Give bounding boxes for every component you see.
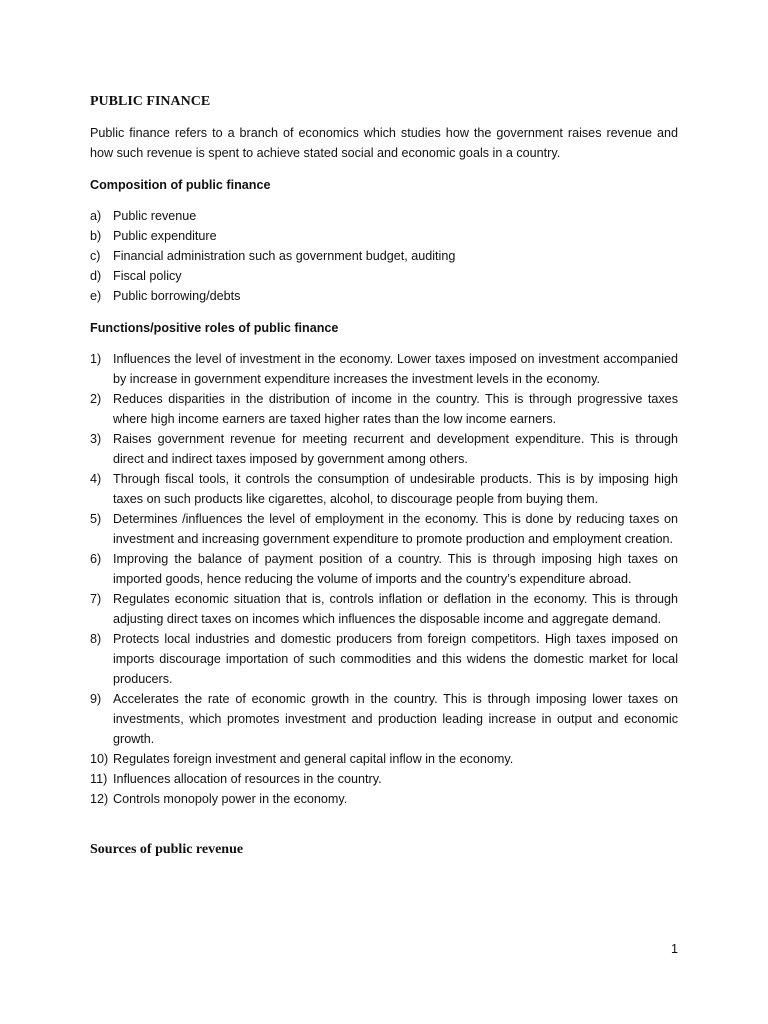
- functions-list: [90, 349, 678, 809]
- list-item-text: Regulates foreign investment and general capital inflow in the economy.: [113, 752, 514, 766]
- list-item-text: Protects local industries and domestic producers from foreign competitors. High taxes imposed on imports discourage importation of such commodities and this widens the domestic market for local producers.: [113, 632, 678, 686]
- list-item: [90, 549, 678, 589]
- list-item-text: Fiscal policy: [113, 269, 182, 283]
- list-marker: 11): [90, 772, 108, 786]
- list-marker: d): [90, 269, 102, 283]
- page-title: PUBLIC FINANCE: [90, 94, 211, 109]
- list-item-text: Public revenue: [113, 209, 197, 223]
- list-marker: 9): [90, 692, 102, 706]
- list-item: [90, 689, 678, 749]
- list-item-text: Regulates economic situation that is, controls inflation or deflation in the economy. This is through adjusting direct taxes on incomes which influences the disposable income and aggregate demand.: [113, 592, 678, 626]
- list-item: [90, 349, 678, 389]
- list-marker: 3): [90, 432, 102, 446]
- list-item: [90, 286, 678, 306]
- list-item-text: Through fiscal tools, it controls the consumption of undesirable products. This is by imposing high taxes on such products like cigarettes, alcohol, to discourage people from buying them.: [113, 472, 678, 506]
- list-item-text: Determines /influences the level of employment in the economy. This is done by reducing taxes on investment and increasing government expenditure to promote production and employment creation.: [113, 512, 678, 546]
- list-item: [90, 206, 678, 226]
- list-marker: 6): [90, 552, 102, 566]
- list-item-text: Influences allocation of resources in the country.: [113, 772, 382, 786]
- composition-list: [90, 206, 678, 306]
- functions-heading: Functions/positive roles of public finance: [90, 321, 339, 335]
- list-item: [90, 429, 678, 469]
- list-item: [90, 226, 678, 246]
- list-marker: 5): [90, 512, 102, 526]
- list-item: [90, 266, 678, 286]
- list-item-text: Raises government revenue for meeting recurrent and development expenditure. This is through direct and indirect taxes imposed by government among others.: [113, 432, 678, 466]
- list-item: [90, 389, 678, 429]
- list-marker: 7): [90, 592, 102, 606]
- list-item-text: Public expenditure: [113, 229, 217, 243]
- list-item-text: Influences the level of investment in the economy. Lower taxes imposed on investment accompanied by increase in government expenditure increases the investment levels in the economy.: [113, 352, 678, 386]
- list-item-text: Improving the balance of payment position of a country. This is through imposing high taxes on imported goods, hence reducing the volume of imports and the country’s expenditure abroad.: [113, 552, 678, 586]
- list-item: [90, 509, 678, 549]
- list-item-text: Financial administration such as government budget, auditing: [113, 249, 456, 263]
- list-item-text: Controls monopoly power in the economy.: [113, 792, 348, 806]
- list-item-text: Accelerates the rate of economic growth in the country. This is through imposing lower taxes on investments, which promotes investment and production leading increase in output and economic growth.: [113, 692, 678, 746]
- list-item: [90, 749, 678, 769]
- list-item: [90, 789, 678, 809]
- intro-paragraph: Public finance refers to a branch of economics which studies how the government raises revenue and how such revenue is spent to achieve stated social and economic goals in a country.: [90, 126, 678, 160]
- list-marker: 8): [90, 632, 102, 646]
- list-item-text: Public borrowing/debts: [113, 289, 241, 303]
- list-marker: 2): [90, 392, 102, 406]
- page-content: [90, 92, 678, 860]
- page-number: 1: [670, 942, 678, 956]
- list-marker: c): [90, 249, 101, 263]
- list-marker: b): [90, 229, 102, 243]
- list-item-text: Reduces disparities in the distribution of income in the country. This is through progressive taxes where high income earners are taxed higher rates than the low income earners.: [113, 392, 678, 426]
- list-item: [90, 469, 678, 509]
- list-marker: 10): [90, 752, 109, 766]
- list-item: [90, 629, 678, 689]
- list-marker: 4): [90, 472, 102, 486]
- list-marker: e): [90, 289, 102, 303]
- sources-heading: Sources of public revenue: [90, 842, 244, 857]
- list-item: [90, 589, 678, 629]
- list-item: [90, 246, 678, 266]
- composition-heading: Composition of public finance: [90, 178, 271, 192]
- list-marker: a): [90, 209, 102, 223]
- list-marker: 1): [90, 352, 102, 366]
- list-item: [90, 769, 678, 789]
- list-marker: 12): [90, 792, 109, 806]
